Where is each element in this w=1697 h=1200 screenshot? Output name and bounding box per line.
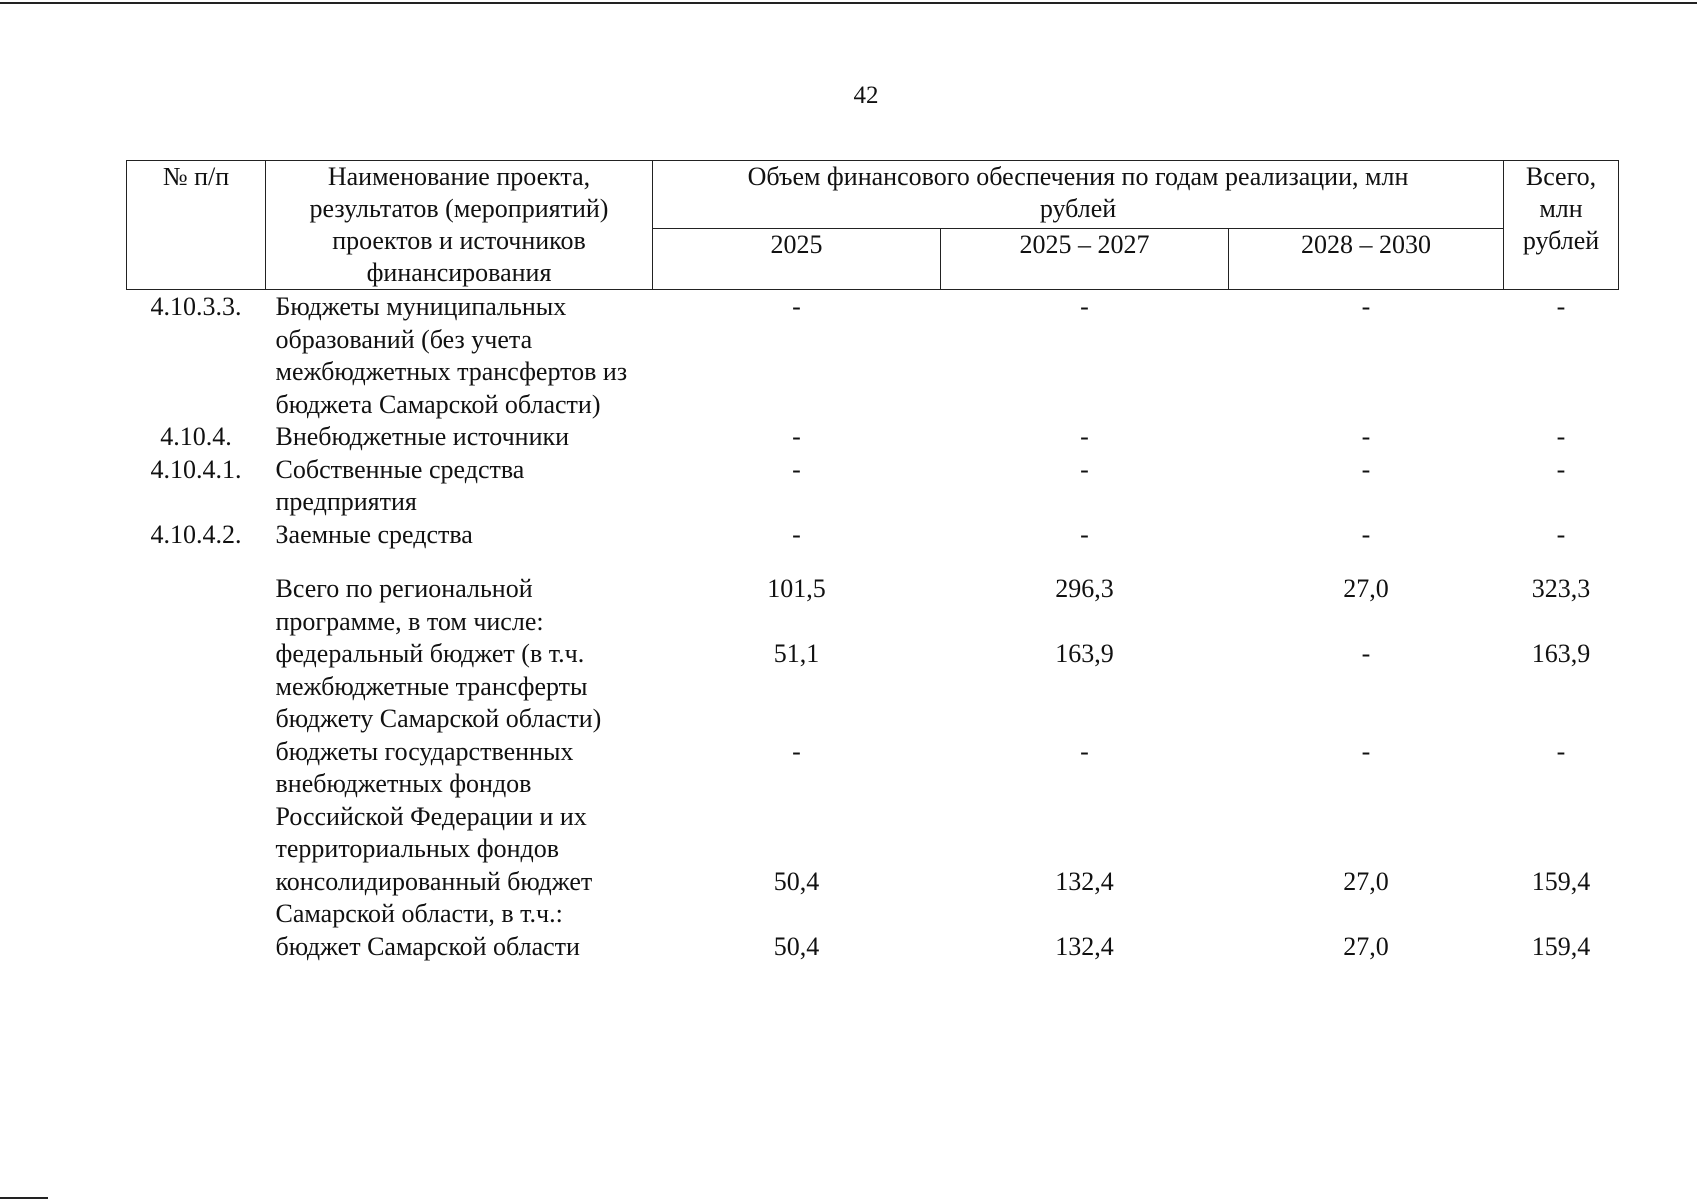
value-total: - — [1556, 519, 1566, 549]
header-year-2025-2027: 2025 – 2027 — [941, 229, 1229, 290]
value-total: 163,9 — [1531, 639, 1591, 668]
value-2025: - — [792, 454, 801, 484]
value-2025-2027: 132,4 — [1055, 866, 1114, 896]
table-row — [127, 421, 1619, 454]
value-2025-2027: - — [1080, 736, 1089, 766]
header-volume: Объем финансового обеспечения по годам реализации, млн рублей — [653, 161, 1504, 229]
row-number — [127, 866, 266, 931]
row-name: Всего по региональной программе, в том числе: — [275, 574, 544, 636]
table-row — [127, 931, 1619, 964]
value-2028-2030: - — [1361, 639, 1371, 668]
bottom-rule — [0, 1197, 48, 1199]
value-2025-2027: 296,3 — [1055, 574, 1114, 603]
table-row — [127, 519, 1619, 552]
row-name: бюджет Самарской области — [275, 931, 580, 961]
value-2025-2027: - — [1080, 519, 1089, 549]
value-total: 159,4 — [1531, 866, 1591, 896]
value-2025-2027: - — [1080, 292, 1089, 321]
value-2028-2030: - — [1361, 519, 1371, 549]
value-2025: - — [792, 736, 801, 766]
row-name: Внебюджетные источники — [275, 422, 570, 451]
value-total: 323,3 — [1531, 574, 1591, 603]
table-row — [127, 638, 1619, 736]
value-2028-2030: - — [1361, 736, 1371, 766]
header-year-2028-2030: 2028 – 2030 — [1229, 229, 1504, 290]
row-name: бюджеты государственных внебюджетных фондов Российской Федерации и их территориальных фондов — [275, 736, 587, 863]
value-2025: 50,4 — [773, 866, 820, 896]
financing-table — [126, 160, 1619, 963]
row-number: 4.10.4.1. — [150, 454, 242, 484]
value-2025: 51,1 — [773, 639, 820, 668]
value-2025-2027: - — [1080, 454, 1089, 484]
value-total: 159,4 — [1531, 931, 1591, 961]
table-row — [127, 551, 1619, 638]
top-rule — [0, 2, 1697, 4]
value-2025: - — [792, 422, 801, 451]
value-2028-2030: - — [1361, 454, 1371, 484]
row-name: Собственные средства предприятия — [275, 454, 525, 516]
row-number — [127, 638, 266, 736]
value-total: - — [1556, 736, 1566, 766]
row-number: 4.10.3.3. — [150, 292, 242, 321]
value-2028-2030: - — [1361, 422, 1371, 451]
table-row — [127, 866, 1619, 931]
value-total: - — [1556, 422, 1566, 451]
value-2025-2027: - — [1080, 422, 1089, 451]
header-total: Всего, млн рублей — [1504, 161, 1619, 290]
value-2028-2030: - — [1361, 292, 1371, 321]
row-name: Заемные средства — [275, 519, 473, 549]
value-2025: - — [792, 519, 801, 549]
table-row — [127, 454, 1619, 519]
value-2028-2030: 27,0 — [1343, 866, 1389, 896]
value-2028-2030: 27,0 — [1343, 574, 1389, 603]
header-year-2025: 2025 — [653, 229, 941, 290]
header-name: Наименование проекта, результатов (мероприятий) проектов и источников финансирования — [266, 161, 653, 290]
value-2025-2027: 132,4 — [1055, 931, 1114, 961]
table-row — [127, 736, 1619, 866]
page-number: 42 — [853, 82, 879, 109]
value-total: - — [1556, 454, 1566, 484]
value-total: - — [1556, 292, 1566, 321]
row-number — [127, 551, 266, 638]
value-2025: 101,5 — [767, 574, 826, 603]
value-2025-2027: 163,9 — [1055, 639, 1114, 668]
value-2028-2030: 27,0 — [1343, 931, 1389, 961]
row-name: федеральный бюджет (в т.ч. межбюджетные трансферты бюджету Самарской области) — [275, 639, 602, 733]
row-number — [127, 931, 266, 964]
row-number — [127, 736, 266, 866]
row-number: 4.10.4. — [160, 422, 232, 451]
value-2025: - — [792, 292, 801, 321]
value-2025: 50,4 — [773, 931, 820, 961]
row-name: консолидированный бюджет Самарской области, в т.ч.: — [275, 866, 593, 928]
table-row — [127, 290, 1619, 422]
header-num: № п/п — [127, 161, 266, 290]
row-name: Бюджеты муниципальных образований (без учета межбюджетных трансфертов из бюджета Самарской области) — [275, 292, 628, 419]
row-number: 4.10.4.2. — [150, 519, 242, 549]
